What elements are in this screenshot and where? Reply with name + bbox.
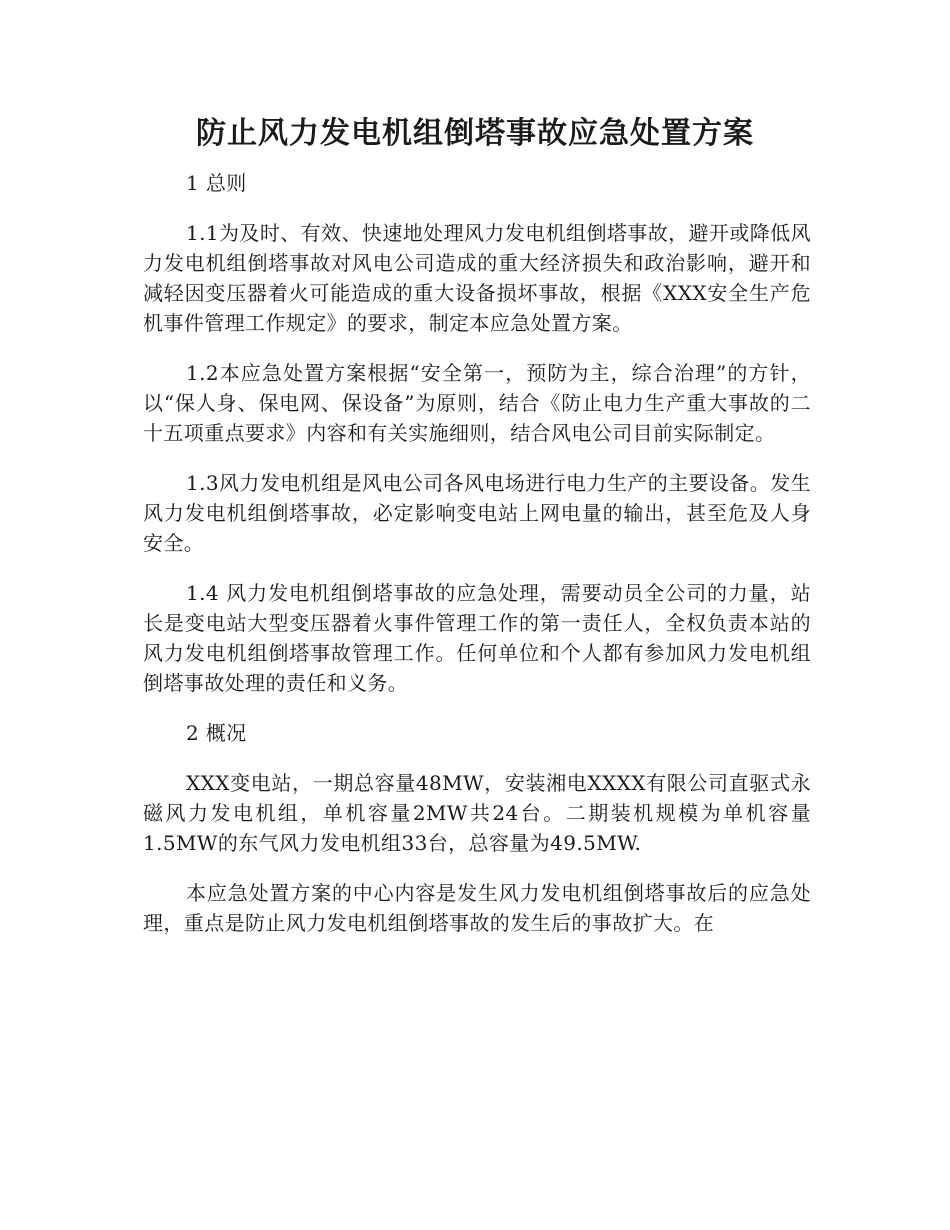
document-title: 防止风力发电机组倒塔事故应急处置方案 xyxy=(196,116,754,151)
section-heading-general: 1 总则 xyxy=(186,171,247,195)
paragraph-1-1: 1.1为及时、有效、快速地处理风力发电机组倒塔事故，避开或降低风力发电机组倒塔事故对风电公司造成的重大经济损失和政治影响，避开和减轻因变压器着火可能造成的重大设备损坏事故，根据《XXX安全生产危机事件管理工作规定》的要求，制定本应急处置方案。 xyxy=(143,221,811,335)
paragraph-1-2: 1.2本应急处置方案根据“安全第一，预防为主，综合治理”的方针，以“保人身、保电网、保设备”为原则，结合《防止电力生产重大事故的二十五项重点要求》内容和有关实施细则，结合风电公司目前实际制定。 xyxy=(143,361,811,445)
document-body xyxy=(143,168,811,958)
paragraph-1-3: 1.3风力发电机组是风电公司各风电场进行电力生产的主要设备。发生风力发电机组倒塔事故，必定影响变电站上网电量的输出，甚至危及人身安全。 xyxy=(143,471,811,555)
paragraph-2-2: 本应急处置方案的中心内容是发生风力发电机组倒塔事故后的应急处理，重点是防止风力发电机组倒塔事故的发生后的事故扩大。在 xyxy=(143,881,811,935)
paragraph-1-4: 1.4 风力发电机组倒塔事故的应急处理，需要动员全公司的力量，站长是变电站大型变压器着火事件管理工作的第一责任人，全权负责本站的风力发电机组倒塔事故管理工作。任何单位和个人都有参加风力发电机组倒塔事故处理的责任和义务。 xyxy=(143,581,811,695)
paragraph-2-1: XXX变电站，一期总容量48MW，安装湘电XXXX有限公司直驱式永磁风力发电机组，单机容量2MW共24台。二期装机规模为单机容量1.5MW的东气风力发电机组33台，总容量为49.5MW. xyxy=(143,771,811,855)
section-heading-overview: 2 概况 xyxy=(186,721,247,745)
